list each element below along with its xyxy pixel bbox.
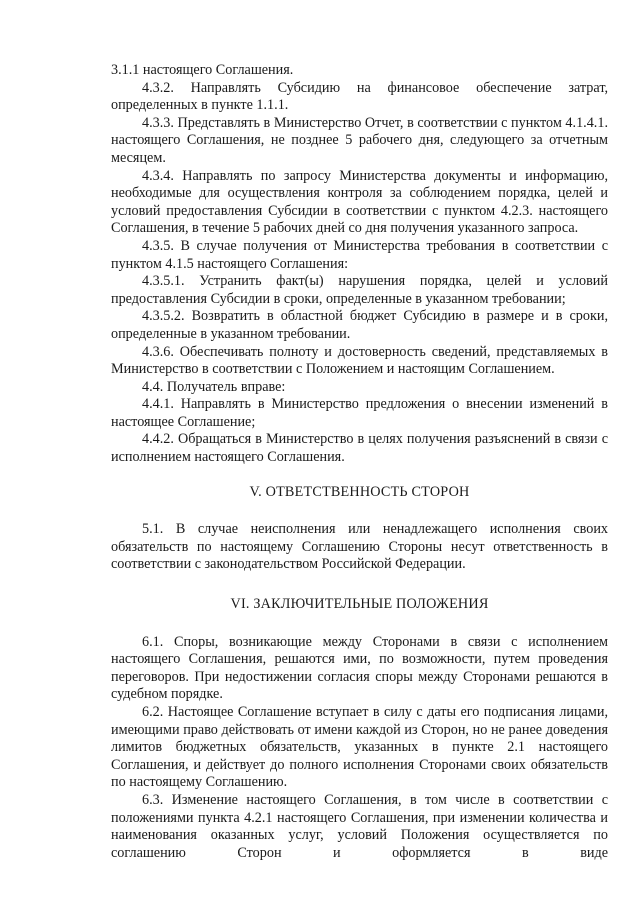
paragraph-4-3-5: 4.3.5. В случае получения от Министерства требования в соответствии с пунктом 4.1.5 настоящего Соглашения: (111, 237, 608, 272)
paragraph-4-3-3: 4.3.3. Представлять в Министерство Отчет, в соответствии с пунктом 4.1.4.1. настоящего Соглашения, не позднее 5 рабочего дня, следующего за отчетным месяцем. (111, 114, 608, 166)
paragraph-6-1: 6.1. Споры, возникающие между Сторонами в связи с исполнением настоящего Соглашения, решаются ими, по возможности, путем проведения переговоров. При недостижении согласия споры между Сторонами решаются в судебном порядке. (111, 633, 608, 703)
paragraph-4-3-4: 4.3.4. Направлять по запросу Министерства документы и информацию, необходимые для осуществления контроля за соблюдением порядка, целей и условий предоставления Субсидии в соответствии с пунктом 4.2.3. настоящего Соглашения, в течение 5 рабочих дней со дня получения указанного запроса. (111, 167, 608, 237)
paragraph-3-1-1-tail: 3.1.1 настоящего Соглашения. (111, 62, 294, 78)
paragraph-6-2: 6.2. Настоящее Соглашение вступает в силу с даты его подписания лицами, имеющими право действовать от имени каждой из Сторон, но не ранее доведения лимитов бюджетных обязательств, указанных в пункте 2.1 настоящего Соглашения, и действует до полного исполнения Сторонами своих обязательств по настоящему Соглашению. (111, 704, 608, 791)
section-6-heading: VI. ЗАКЛЮЧИТЕЛЬНЫЕ ПОЛОЖЕНИЯ (230, 596, 489, 613)
section-5-heading: V. ОТВЕТСТВЕННОСТЬ СТОРОН (249, 483, 470, 500)
paragraph-4-4-2: 4.4.2. Обращаться в Министерство в целях получения разъяснений в связи с исполнением настоящего Соглашения. (111, 431, 608, 466)
document-page (111, 62, 608, 862)
paragraph-4-3-2: 4.3.2. Направлять Субсидию на финансовое обеспечение затрат, определенных в пункте 1.1.1. (111, 79, 608, 114)
paragraph-4-3-5-1: 4.3.5.1. Устранить факт(ы) нарушения порядка, целей и условий предоставления Субсидии в сроки, определенные в указанном требовании; (111, 273, 608, 307)
paragraph-5-1: 5.1. В случае неисполнения или ненадлежащего исполнения своих обязательств по настоящему Соглашению Стороны несут ответственность в соответствии с законодательством Российской Федерации. (111, 521, 608, 573)
paragraph-4-3-6: 4.3.6. Обеспечивать полноту и достоверность сведений, представляемых в Министерство в соответствии с Положением и настоящим Соглашением. (111, 343, 608, 378)
paragraph-4-4: 4.4. Получатель вправе: (142, 378, 286, 395)
paragraph-4-4-1: 4.4.1. Направлять в Министерство предложения о внесении изменений в настоящее Соглашение; (111, 396, 608, 430)
paragraph-4-3-5-2: 4.3.5.2. Возвратить в областной бюджет Субсидию в размере и в сроки, определенные в указанном требовании. (111, 308, 608, 342)
paragraph-6-3: 6.3. Изменение настоящего Соглашения, в том числе в соответствии с положениями пункта 4.2.1 настоящего Соглашения, при изменении количества и наименования оказанных услуг, условий Положения осуществляется по соглашению Сторон и оформляется в виде (111, 791, 608, 861)
